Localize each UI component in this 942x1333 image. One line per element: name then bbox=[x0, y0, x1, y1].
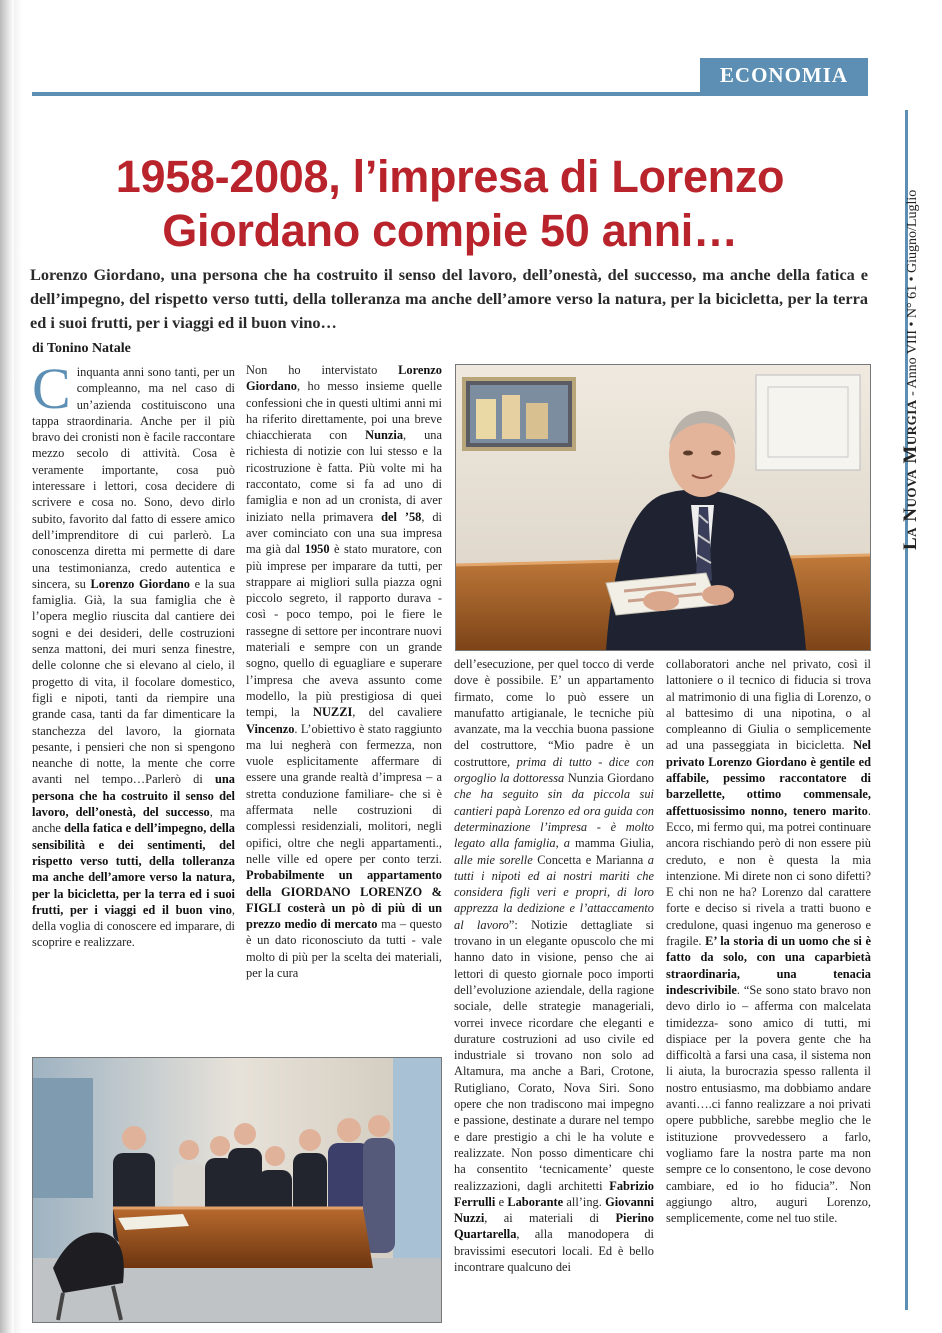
page-gutter-shadow bbox=[0, 0, 14, 1333]
bold-text: Laborante bbox=[507, 1194, 564, 1209]
standfirst: Lorenzo Giordano, una persona che ha costruito il senso del lavoro, dell’onestà, del successo, ma anche della fatica e dell’impegno, del rispetto verso tutti, della tolleranza ma anche dell’amore verso la natura, per la bicicletta, per la terra ed i suoi frutti, per i viaggi ed il buon vino… bbox=[30, 265, 868, 332]
text: , alla manodopera di bravissimi esecutori locali. Ed è bello incontrare qualcuno dei bbox=[454, 1227, 654, 1274]
issue-info: - Anno VIII • N° 61 • Giugno/Luglio bbox=[905, 189, 920, 400]
text: ma – questo è un dato riconosciuto da tutti - vale molto di più per la scelta dei materiali, per la cura bbox=[246, 917, 442, 980]
drop-cap: C bbox=[32, 356, 71, 421]
bold-text: Nel privato Lorenzo Giordano è gentile ed affabile, pessimo raccontatore di barzellette, ottimo commensale, affettuosissimo nonno, tenero marito bbox=[666, 738, 871, 818]
bold-text: Pierino Quartarella bbox=[454, 1211, 654, 1242]
bold-text: NUZZI bbox=[313, 705, 353, 720]
bold-text: Vincenzo bbox=[246, 721, 295, 736]
group-photo-illustration bbox=[33, 1058, 441, 1322]
text: Concetta e Marianna bbox=[532, 852, 648, 867]
section-label: ECONOMIA bbox=[700, 58, 868, 92]
text: , di aver cominciato con una sua impresa ma già dal bbox=[246, 509, 442, 557]
portrait-photo-illustration bbox=[456, 365, 870, 650]
family-group-photo bbox=[32, 1057, 442, 1323]
article-column-1 bbox=[32, 356, 235, 951]
headline bbox=[30, 150, 870, 258]
text: inquanta anni sono tanti, per un compleanno, ma nel caso di un’azienda costituiscono una tappa straordinaria. Anche per il più bravo dei cronisti non è facile raccontare mezzo secolo di attività. Cosa è veramente importante, cosa può interessare i lettori, cosa decidere di scrivere e cosa no. Sono, devo dirlo subito, favorito dal fatto di essere amico dell’imprenditore di cui parlerò. La conoscenza diretta mi permette di dare una testimonianza, credo autentica e sincera, su bbox=[32, 365, 235, 591]
bold-text: Giovanni Nuzzi bbox=[454, 1194, 654, 1226]
text: all’ing. bbox=[563, 1194, 606, 1209]
bold-text: Lorenzo Giordano bbox=[246, 363, 442, 394]
text: ”: Notizie dettagliate si trovano in un elegante opuscolo che mi hanno dato in visione, penso che ai lettori di questo giornale poco importi dell’evoluzione aziendale, della ragione sociale, delle strategie manageriali, vorrei invece ricordare che eleganti e durature costruzioni ad uso civile ed industriale si trovano non solo ad Altamura, ma anche a Bari, Crotone, Rutigliano, Corato, Nova Siri. Sono opere che non tradiscono mai impegno e passione, destinate a durare nel tempo e dare prestigio a chi le ha volute e realizzate. Non posso dimenticare chi ha consentito ‘tecnicamente’ queste realizzazioni, dagli architetti bbox=[454, 917, 654, 1193]
headline-line-1: 1958-2008, l’impresa di Lorenzo bbox=[115, 151, 785, 202]
byline: di Tonino Natale bbox=[32, 341, 131, 356]
headline-line-2: Giordano compie 50 anni… bbox=[162, 205, 738, 256]
italic-text: prima di tutto - dice con orgoglio la dottoressa bbox=[454, 754, 654, 786]
bold-text: Nunzia bbox=[365, 428, 404, 443]
bold-text: Probabilmente un appartamento della GIORDANO LORENZO & FIGLI costerà un pò di più di un prezzo medio di mercato bbox=[246, 868, 442, 932]
italic-text: che ha seguito sin da piccola sui cantieri papà Lorenzo ed ora guida con determinazione l’impresa - è molto legato alla famiglia, a bbox=[454, 787, 654, 851]
italic-text: a tutti i nipoti ed ai nostri mariti che considera figli veri e propri, di loro apprezza la dedizione e l’attaccamento al lavoro bbox=[454, 852, 654, 932]
text: mamma Giulia, bbox=[569, 836, 654, 851]
text: . “Se sono stato bravo non devo dirlo io – afferma con malcelata timidezza- sono amico di tutti, mi dispiace per la povera gente che ha difficoltà a farsi una casa, il sistema non li aiuta, la burocrazia spesso rallenta il nostro entusiasmo, ma dobbiamo andare avanti….ci fanno realizzare a noi privati opere pubbliche, sarebbe meglio che le istituzione provvedessero a farlo, vogliamo fare la nostra parte ma non sempre ce lo consentono, le cose devono cambiare, ed io ho fiducia”. Non aggiungo altro, auguri Lorenzo, semplicemente, come nel tuo stile. bbox=[666, 982, 871, 1226]
italic-text: alle mie sorelle bbox=[454, 852, 533, 867]
page-gutter-highlight bbox=[14, 0, 22, 1333]
text: . L’obiettivo è stato raggiunto ma lui negherà con fermezza, non vuole esplicitamente affermare di essere una grande realtà d’impresa – a stretta conduzione familiare- che si è affermata nelle costruzioni di complessi residenziali, molitori, negli opifici, oltre che negli appartamenti., nelle ville ed opere per conto terzi. bbox=[246, 721, 442, 866]
text: dell’esecuzione, per quel tocco di verde dove è possibile. E’ un appartamento firmato, come lo può essere un manufatto artigianale, le tecniche più avanzate, ma la vecchia buona passione del costruttore, “Mio padre è un costruttore, bbox=[454, 657, 654, 769]
bold-text: del ’58 bbox=[381, 509, 422, 524]
portrait-photo bbox=[455, 364, 871, 651]
text: Non ho intervistato bbox=[246, 363, 399, 377]
bold-text: E’ la storia di un uomo che si è fatto da solo, con una caparbietà straordinaria, una tenacia indescrivibile bbox=[666, 934, 871, 997]
article-column-3 bbox=[454, 656, 654, 1275]
text: . Ecco, mi fermo qui, ma potrei continuare ancora rischiando però di non essere più creduto, e non è questa la mia intenzione. Mi direte non ci sono difetti? E chi non ne ha? Lorenzo dal carattere forte e deciso si rivela a tratti buono e credulone, quasi ingenuo ma generoso e fragile. bbox=[666, 803, 871, 949]
top-rule bbox=[32, 92, 868, 96]
magazine-name: La Nuova Murgia bbox=[900, 399, 921, 550]
bold-text: una persona che ha costruito il senso del lavoro, dell’onestà, del successo bbox=[32, 772, 235, 820]
bold-text: 1950 bbox=[304, 542, 330, 557]
text: e la sua famiglia. Già, la sua famiglia che è l’opera meglio riuscita dal cantiere dei sogni e dei desideri, delle costruzioni senza mattoni, dei muri senza finestre, delle colonne che si elevano al cielo, il progetto di vita, il focolare domestico, figli e nipoti, tanti da riempire una grande casa, tanti da far dimenticare la stanchezza del lavoro, la giornata pesante, i pensieri che non si spengono neanche di notte, la mente che corre avanti nel tempo…Parlerò di bbox=[32, 576, 235, 787]
bold-text: della fatica e dell’impegno, della sensibilità e dei sentimenti, del rispetto verso tutti, della tolleranza ma anche dell’amore verso la natura, per la bicicletta, per la terra ed i suoi frutti, per i viaggi ed il buon vino bbox=[32, 821, 235, 917]
text: , del cavaliere bbox=[352, 705, 442, 720]
article-column-2 bbox=[246, 362, 442, 981]
text: è stato muratore, con più imprese per imparare da tutti, per strappare ai migliori sulla piazza ogni piccolo segreto, il rapporto durava - così - poco tempo, poi le fiere le rassegne di settore per incontrare nuovi materiali e sempre con un grande sogno, quello di eguagliare e superare l’impresa che aveva assunto come modello, la più prestigiosa di quei tempi, la bbox=[246, 542, 442, 720]
text: , della voglia di conoscere ed imparare, di scoprire e realizzare. bbox=[32, 902, 235, 950]
bold-text: Lorenzo Giordano bbox=[90, 576, 190, 591]
text: collaboratori anche nel privato, così il lattoniere o il tecnico di fiducia si trova al matrimonio di una figlia di Lorenzo, o al battesimo di una nipotina, o al compleanno di Giulia o semplicemente ad una passeggiata in bicicletta. bbox=[666, 657, 871, 753]
article-column-4 bbox=[666, 656, 871, 1226]
text: e bbox=[495, 1194, 508, 1209]
text: , ma anche bbox=[32, 805, 235, 836]
bold-text: Fabrizio Ferrulli bbox=[454, 1178, 654, 1209]
text: , una richiesta di notizie con lui stesso e la ricostruzione è fatta. Più volte mi ha raccontato, come si fa ad uno di famiglia e non ad un cronista, di aver iniziato nella primavera bbox=[246, 428, 442, 524]
text: , ho messo insieme quelle confessioni che in questi ultimi anni mi ha riferito direttamente, poi una breve chiacchierata con bbox=[246, 379, 442, 443]
text: , ai materiali di bbox=[484, 1211, 616, 1226]
text: Nunzia Giordano bbox=[564, 771, 654, 786]
